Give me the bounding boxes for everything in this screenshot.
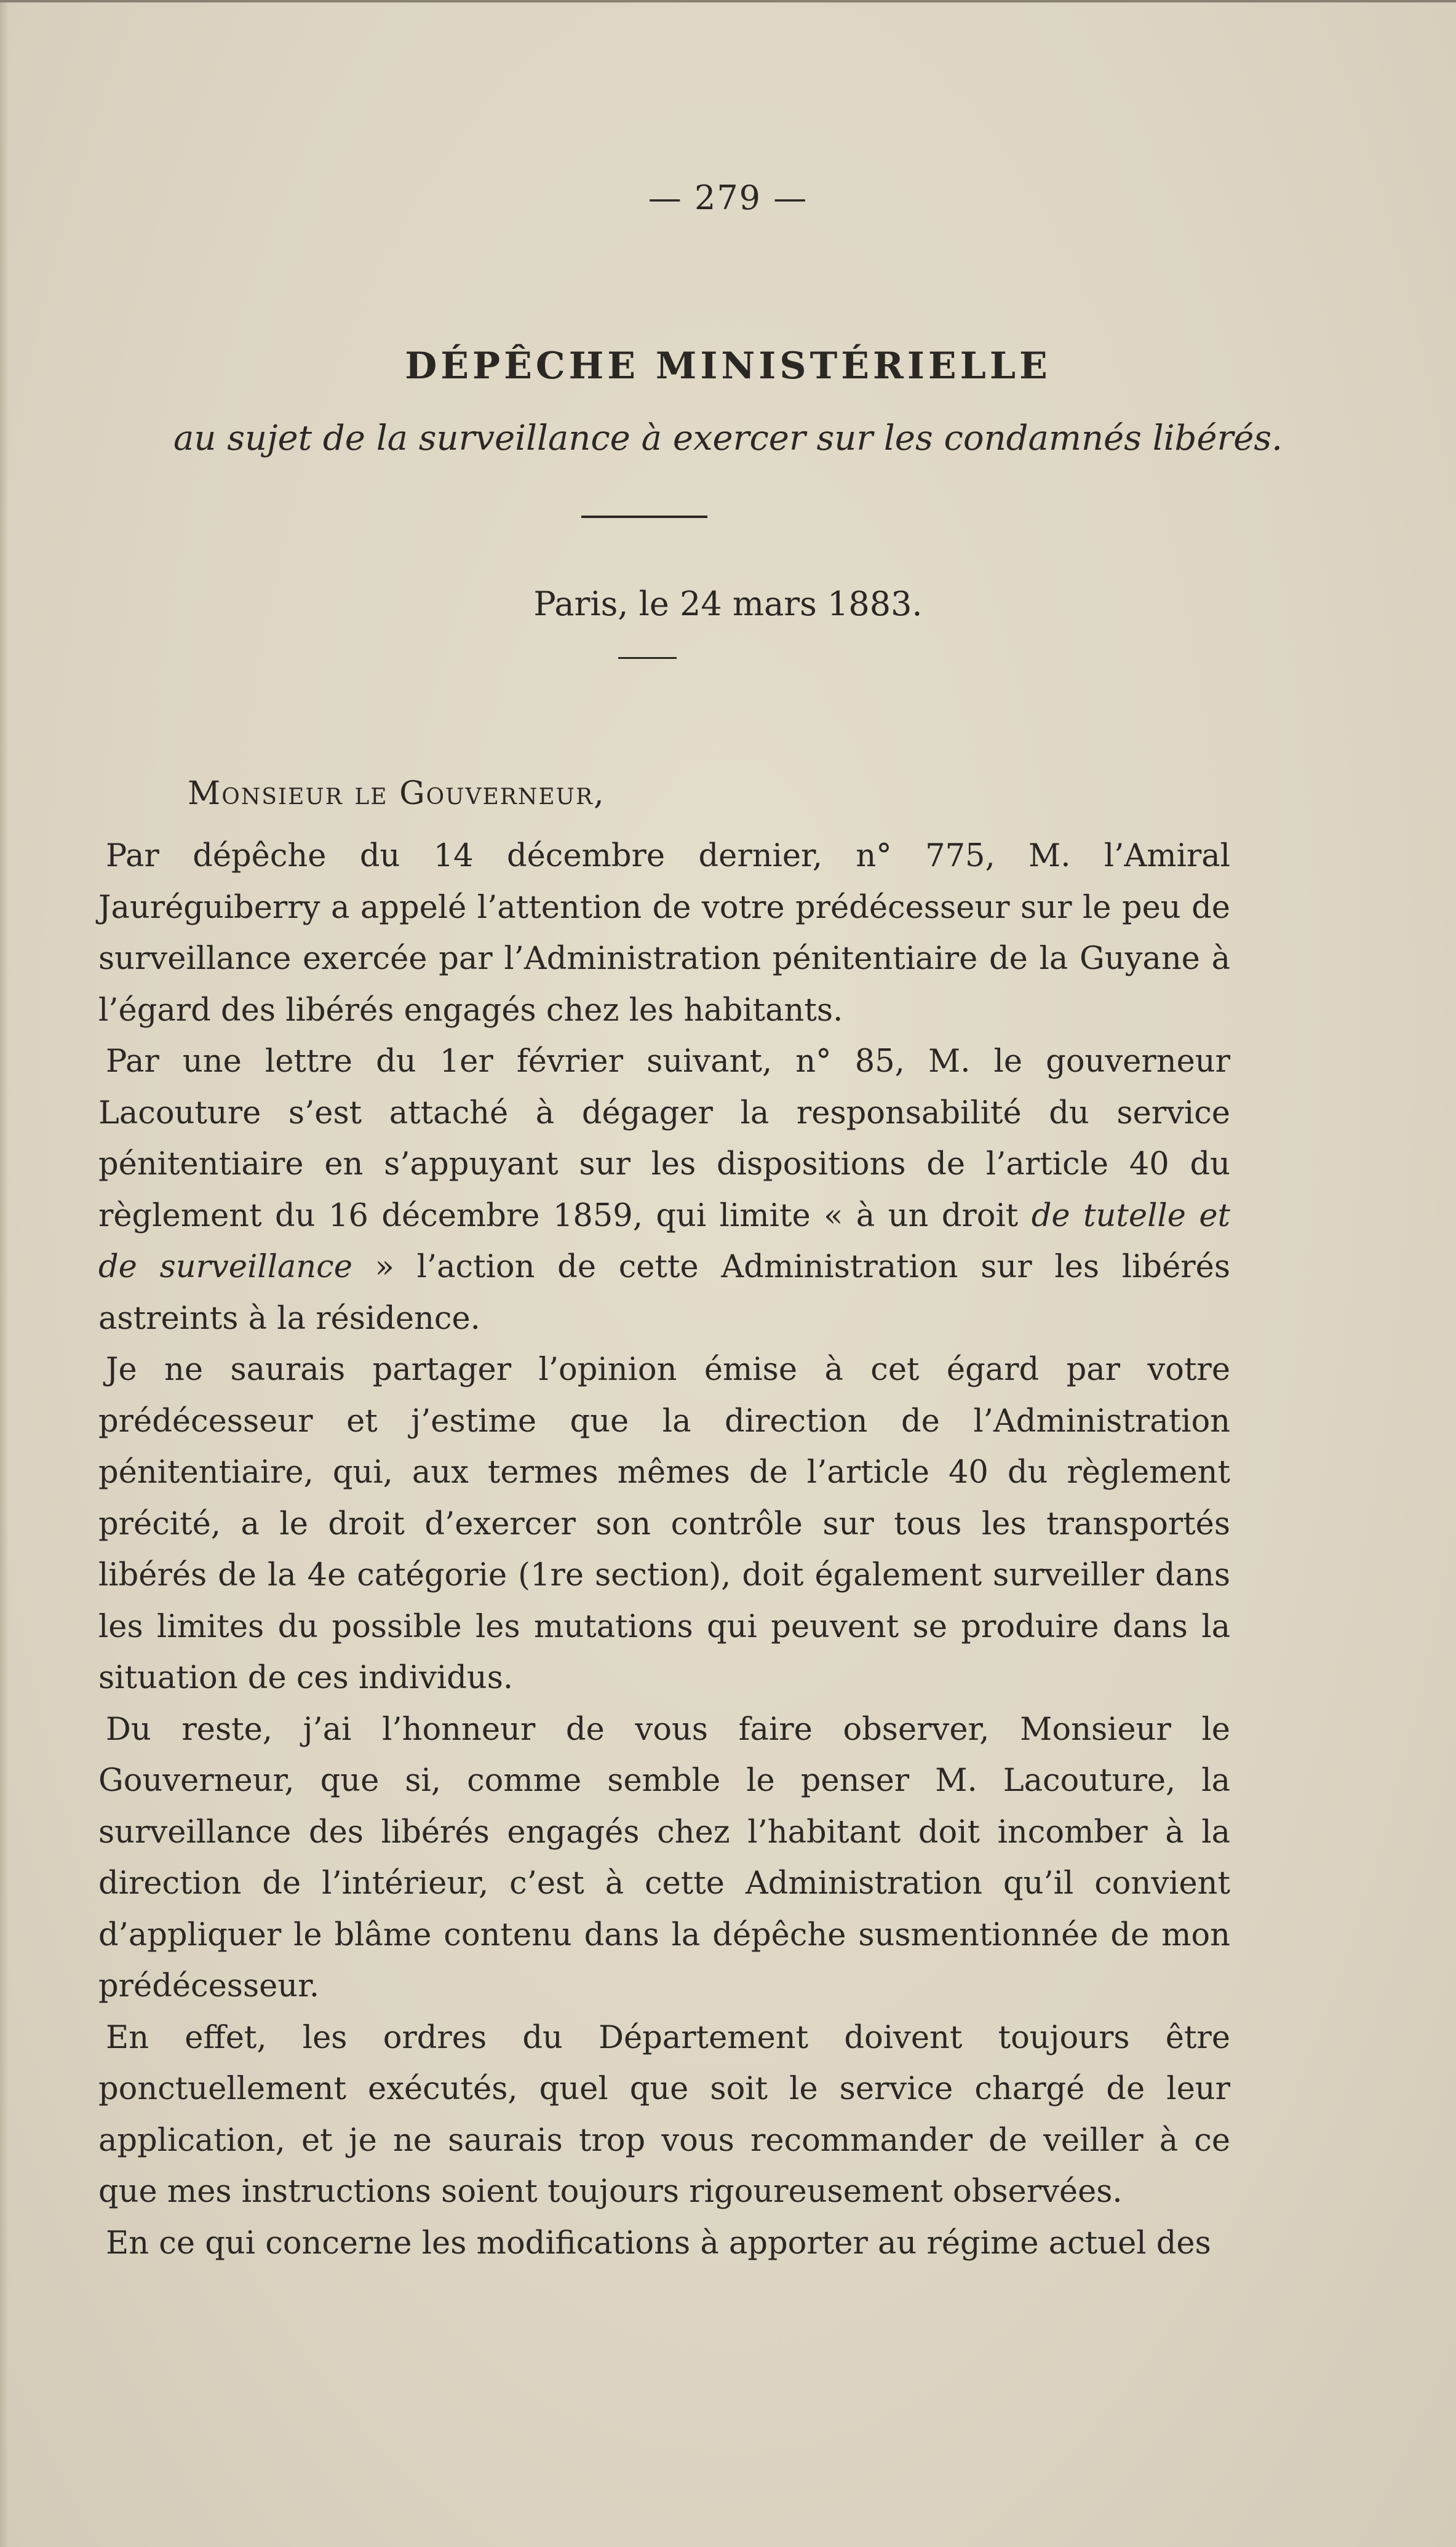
paragraph-2: Par une lettre du 1er février suivant, n° 85, M. le gouverneur Lacouture s’est attaché à dégager la responsabilité du service pénitentiaire en s’appuyant sur les dispositions de l’article 40 du règlement du 16 décembre 1859, qui limite « à un droit de tutelle et de surveillance » l’action de cette Administration sur les libérés astreints à la résidence. bbox=[98, 1043, 1231, 1337]
title-divider bbox=[581, 516, 707, 518]
salutation: Monsieur le Gouverneur, bbox=[188, 775, 605, 812]
letter-body bbox=[98, 831, 1230, 2269]
paragraph-6: En ce qui concerne les modifications à apporter au régime actuel des bbox=[106, 2225, 1211, 2262]
document-subtitle: au sujet de la surveillance à exercer sur les condamnés libérés. bbox=[173, 418, 1283, 458]
paragraph-3: Je ne saurais partager l’opinion émise à cet égard par votre prédécesseur et j’estime que la direction de l’Administration pénitentiaire, qui, aux termes mêmes de l’article 40 du règlement précité, a le droit d’exercer son contrôle sur tous les transportés libérés de la 4e catégorie (1re section), doit également surveiller dans les limites du possible les mutations qui peuvent se produire dans la situation de ces individus. bbox=[98, 1352, 1230, 1696]
page-number: — 279 — bbox=[648, 178, 808, 217]
paragraph-4: Du reste, j’ai l’honneur de vous faire observer, Monsieur le Gouverneur, que si, comme semble le penser M. Lacouture, la surveillance des libérés engagés chez l’habitant doit incomber à la direction de l’intérieur, c’est à cette Administration qu’il convient d’appliquer le blâme contenu dans la dépêche susmentionnée de mon prédécesseur. bbox=[98, 1711, 1230, 2004]
date-divider bbox=[618, 657, 677, 659]
page-top-edge bbox=[0, 0, 1456, 2]
letter-date: Paris, le 24 mars 1883. bbox=[533, 584, 923, 623]
paragraph-1: Par dépêche du 14 décembre dernier, n° 775, M. l’Amiral Jauréguiberry a appelé l’attention de votre prédécesseur sur le peu de surveillance exercée par l’Administration pénitentiaire de la Guyane à l’égard des libérés engagés chez les habitants. bbox=[98, 838, 1230, 1029]
document-title: DÉPÊCHE MINISTÉRIELLE bbox=[405, 345, 1051, 388]
paragraph-5: En effet, les ordres du Département doivent toujours être ponctuellement exécutés, quel que soit le service chargé de leur application, et je ne saurais trop vous recommander de veiller à ce que mes instructions soient toujours rigoureusement observées. bbox=[98, 2019, 1230, 2210]
